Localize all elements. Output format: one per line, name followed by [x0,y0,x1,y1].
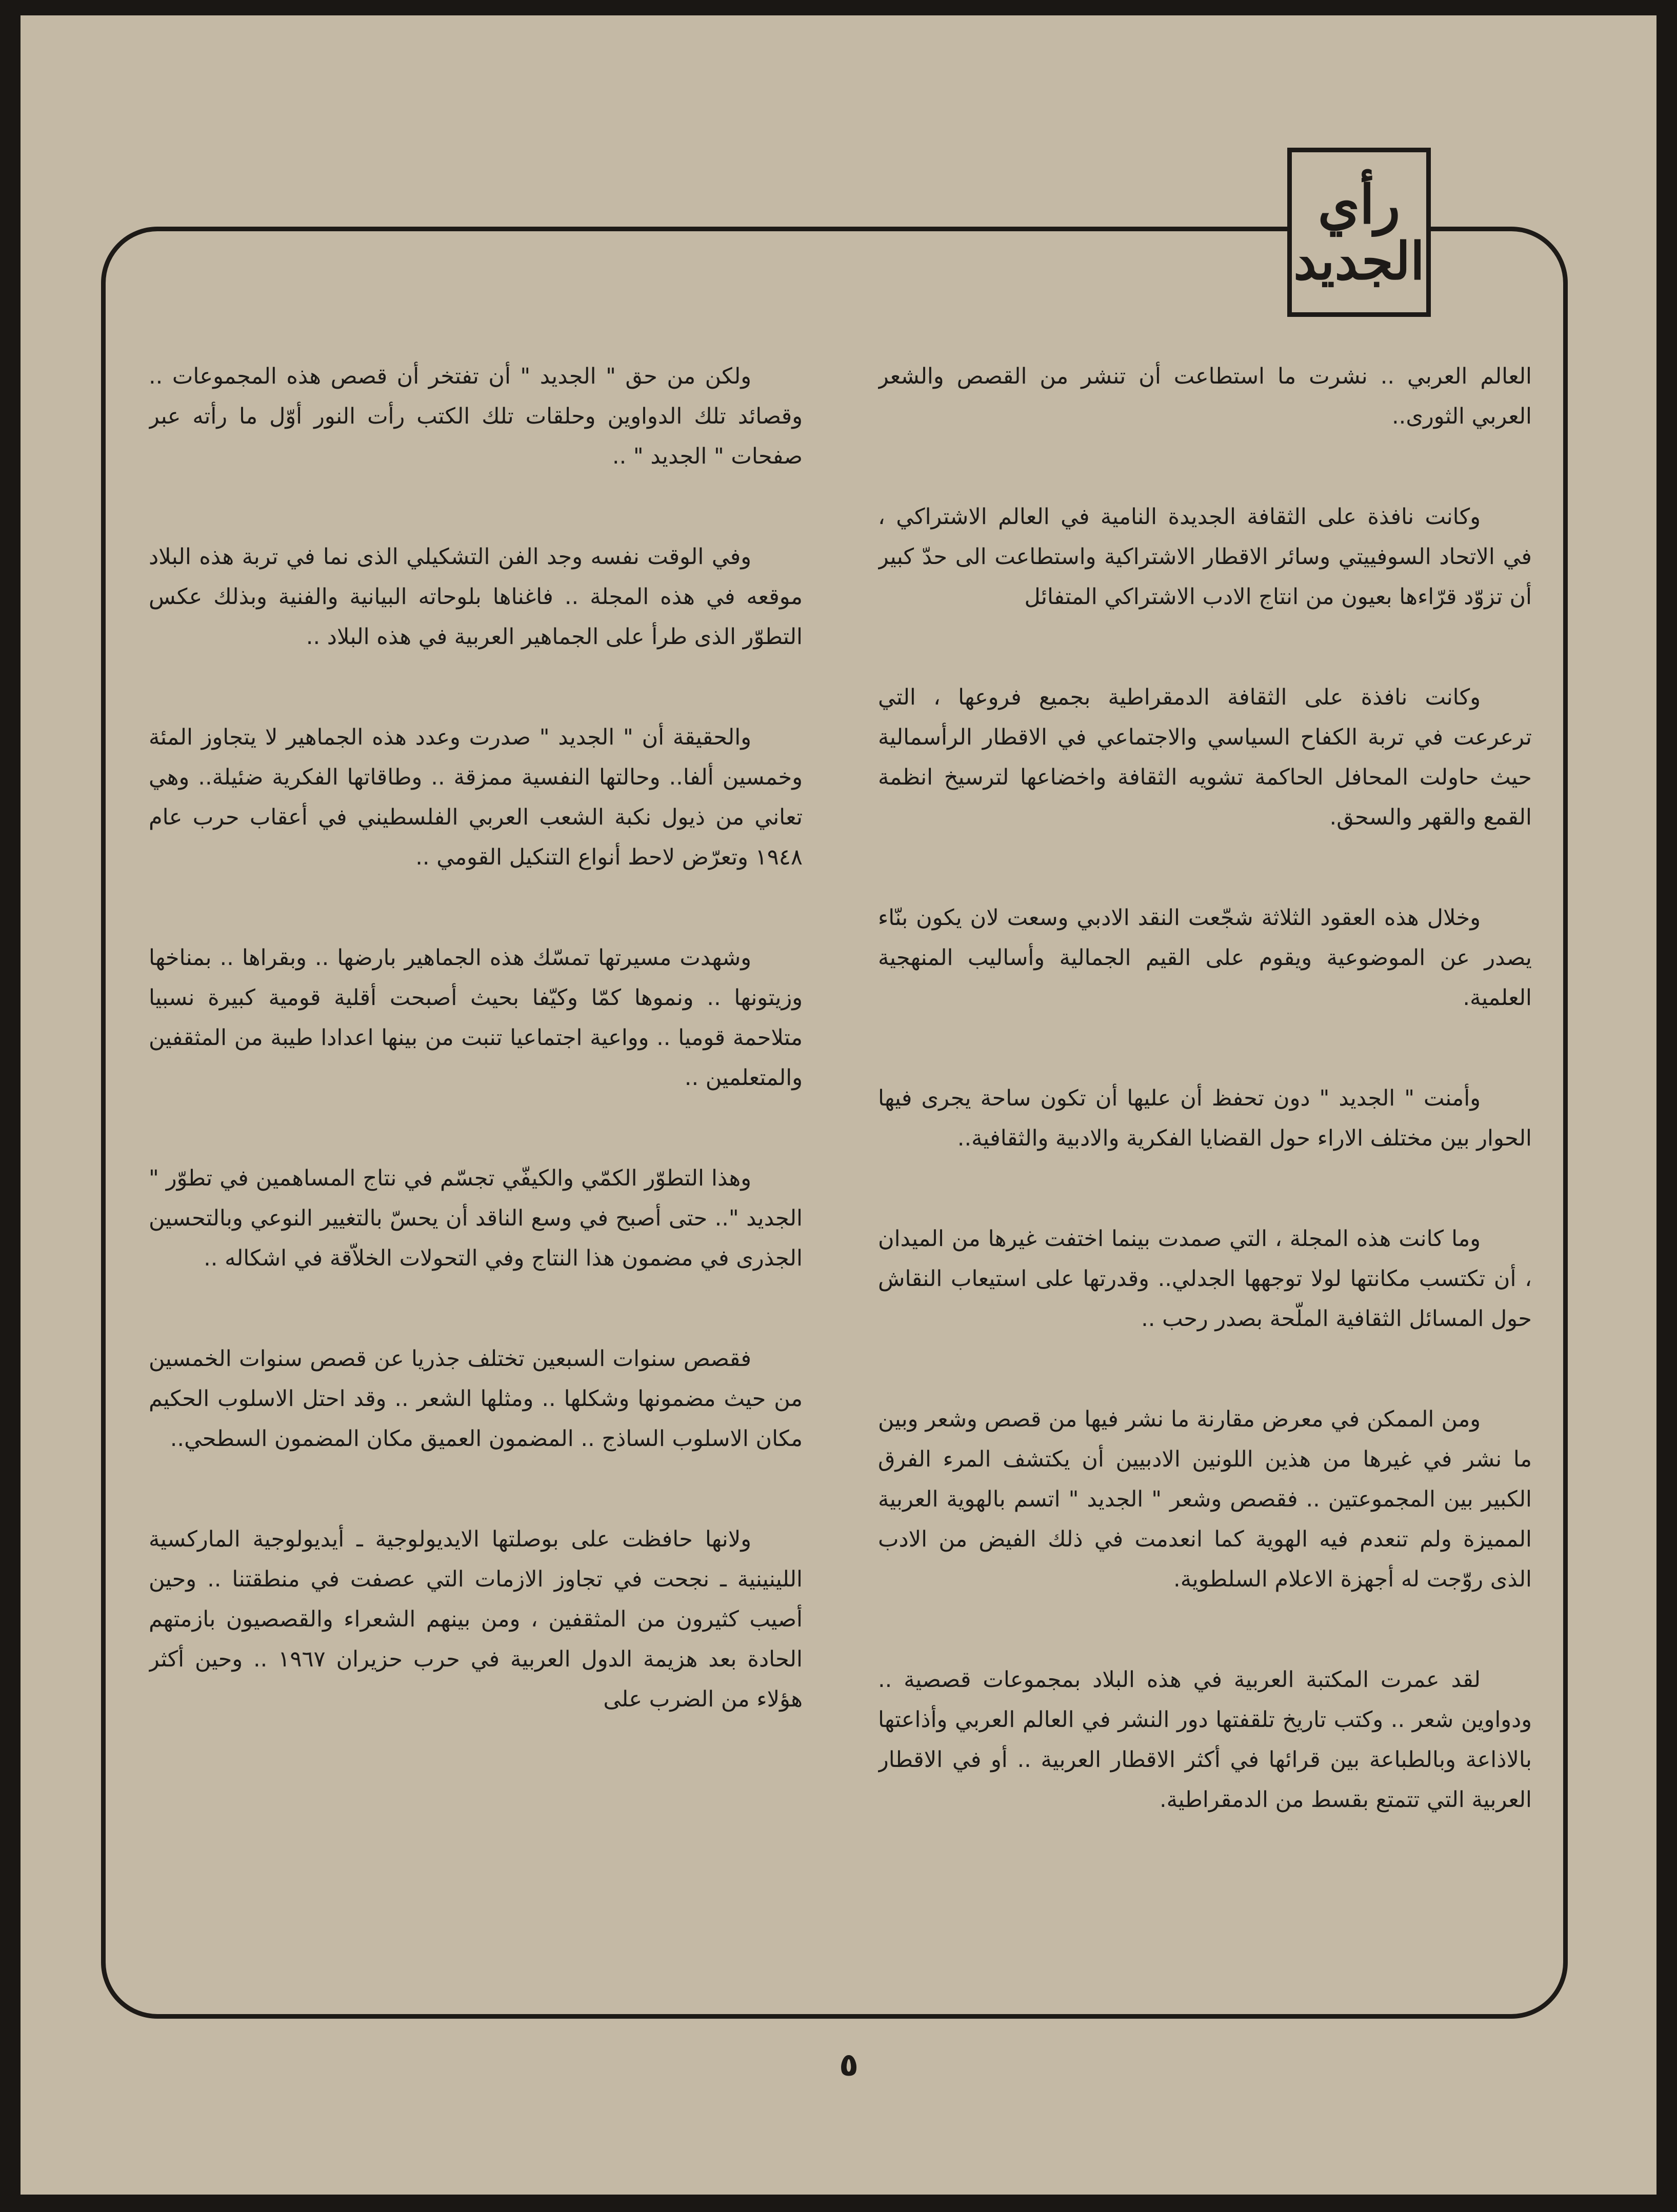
page-number: ٥ [839,2046,859,2083]
paragraph: ومن الممكن في معرض مقارنة ما نشر فيها من قصص وشعر وبين ما نشر في غيرها من هذين اللونين الادبيين أن يكتشف المرء الفرق الكبير بين المجموعتين .. فقصص وشعر " الجديد " اتسم بالهوية العربية المميزة ولم تنعدم فيه الهوية كما انعدمت في ذلك الفيض من الادب الذى روّجت له أجهزة الاعلام السلطوية. [878,1406,1532,1592]
paragraph: ولكن من حق " الجديد " أن تفتخر أن قصص هذه المجموعات .. وقصائد تلك الدواوين وحلقات تلك الكتب رأت النور أوّل ما رأته عبر صفحات " الجديد " .. [149,364,803,469]
paragraph: وفي الوقت نفسه وجد الفن التشكيلي الذى نما في تربة هذه البلاد موقعه في هذه المجلة .. فاغناها بلوحاته البيانية والفنية وبذلك عكس التطوّر الذى طرأ على الجماهير العربية في هذه البلاد .. [149,544,803,650]
paragraph: لقد عمرت المكتبة العربية في هذه البلاد بمجموعات قصصية .. ودواوين شعر .. وكتب تاريخ تلقفتها دور النشر في العالم العربي وأذاعتها بالاذاعة وبالطباعة بين قرائها في أكثر الاقطار العربية .. أو في الاقطار العربية التي تتمتع بقسط من الدمقراطية. [878,1667,1532,1813]
paragraph: ولانها حافظت على بوصلتها الايديولوجية ـ أيديولوجية الماركسية اللينينية ـ نجحت في تجاوز الازمات التي عصفت في منطقتنا .. وحين أصيب كثيرون من المثقفين ، ومن بينهم الشعراء والقصصيون بازمتهم الحادة بعد هزيمة الدول العربية في حرب حزيران ١٩٦٧ .. وحين أكثر هؤلاء من الضرب على [149,1526,803,1712]
paragraph: والحقيقة أن " الجديد " صدرت وعدد هذه الجماهير لا يتجاوز المئة وخمسين ألفا.. وحالتها النفسية ممزقة .. وطاقاتها الفكرية ضئيلة.. وهي تعاني من ذيول نكبة الشعب العربي الفلسطيني في أعقاب حرب عام ١٩٤٨ وتعرّض لاحط أنواع التنكيل القومي .. [149,725,803,870]
paragraph: وهذا التطوّر الكمّي والكيفّي تجسّم في نتاج المساهمين في تطوّر " الجديد ".. حتى أصبح في وسع الناقد أن يحسّ بالتغيير النوعي وبالتحسين الجذرى في مضمون هذا النتاج وفي التحولات الخلاّقة في اشكاله .. [149,1165,803,1271]
column-logo [1287,148,1431,317]
paragraph: وخلال هذه العقود الثلاثة شجّعت النقد الادبي وسعت لان يكون بنّاء يصدر عن الموضوعية ويقوم على القيم الجمالية وأساليب المنهجية العلمية. [878,905,1532,1011]
paragraph: وأمنت " الجديد " دون تحفظ أن عليها أن تكون ساحة يجرى فيها الحوار بين مختلف الاراء حول القضايا الفكرية والادبية والثقافية.. [878,1085,1532,1151]
paragraph: وما كانت هذه المجلة ، التي صمدت بينما اختفت غيرها من الميدان ، أن تكتسب مكانتها لولا توجهها الجدلي.. وقدرتها على استيعاب النقاش حول المسائل الثقافية الملّحة بصدر رحب .. [878,1226,1532,1332]
left-column [149,356,803,1987]
logo-line-1: رأي [1317,173,1401,236]
logo-line-2: الجديد [1293,231,1425,291]
magazine-page [21,15,1656,2195]
right-column [878,356,1532,1987]
paragraph: وكانت نافذة على الثقافة الدمقراطية بجميع فروعها ، التي ترعرعت في تربة الكفاح السياسي والاجتماعي في الاقطار الرأسمالية حيث حاولت المحافل الحاكمة تشويه الثقافة واخضاعها لترسيخ انظمة القمع والقهر والسحق. [878,685,1532,830]
paragraph: العالم العربي .. نشرت ما استطاعت أن تنشر من القصص والشعر العربي الثورى.. [878,364,1532,429]
paragraph: وكانت نافذة على الثقافة الجديدة النامية في العالم الاشتراكي ، في الاتحاد السوفييتي وسائر الاقطار الاشتراكية واستطاعت الى حدّ كبير أن تزوّد قرّاءها بعيون من انتاج الادب الاشتراكي المتفائل [878,504,1532,610]
paragraph: فقصص سنوات السبعين تختلف جذريا عن قصص سنوات الخمسين من حيث مضمونها وشكلها .. ومثلها الشعر .. وقد احتل الاسلوب الحكيم مكان الاسلوب الساذج .. المضمون العميق مكان المضمون السطحي.. [149,1346,803,1452]
paragraph: وشهدت مسيرتها تمسّك هذه الجماهير بارضها .. وبقراها .. بمناخها وزيتونها .. ونموها كمّا وكيّفا بحيث أصبحت أقلية قومية كبيرة نسبيا متلاحمة قوميا .. وواعية اجتماعيا تنبت من بينها اعدادا طيبة من المثقفين والمتعلمين .. [149,945,803,1091]
